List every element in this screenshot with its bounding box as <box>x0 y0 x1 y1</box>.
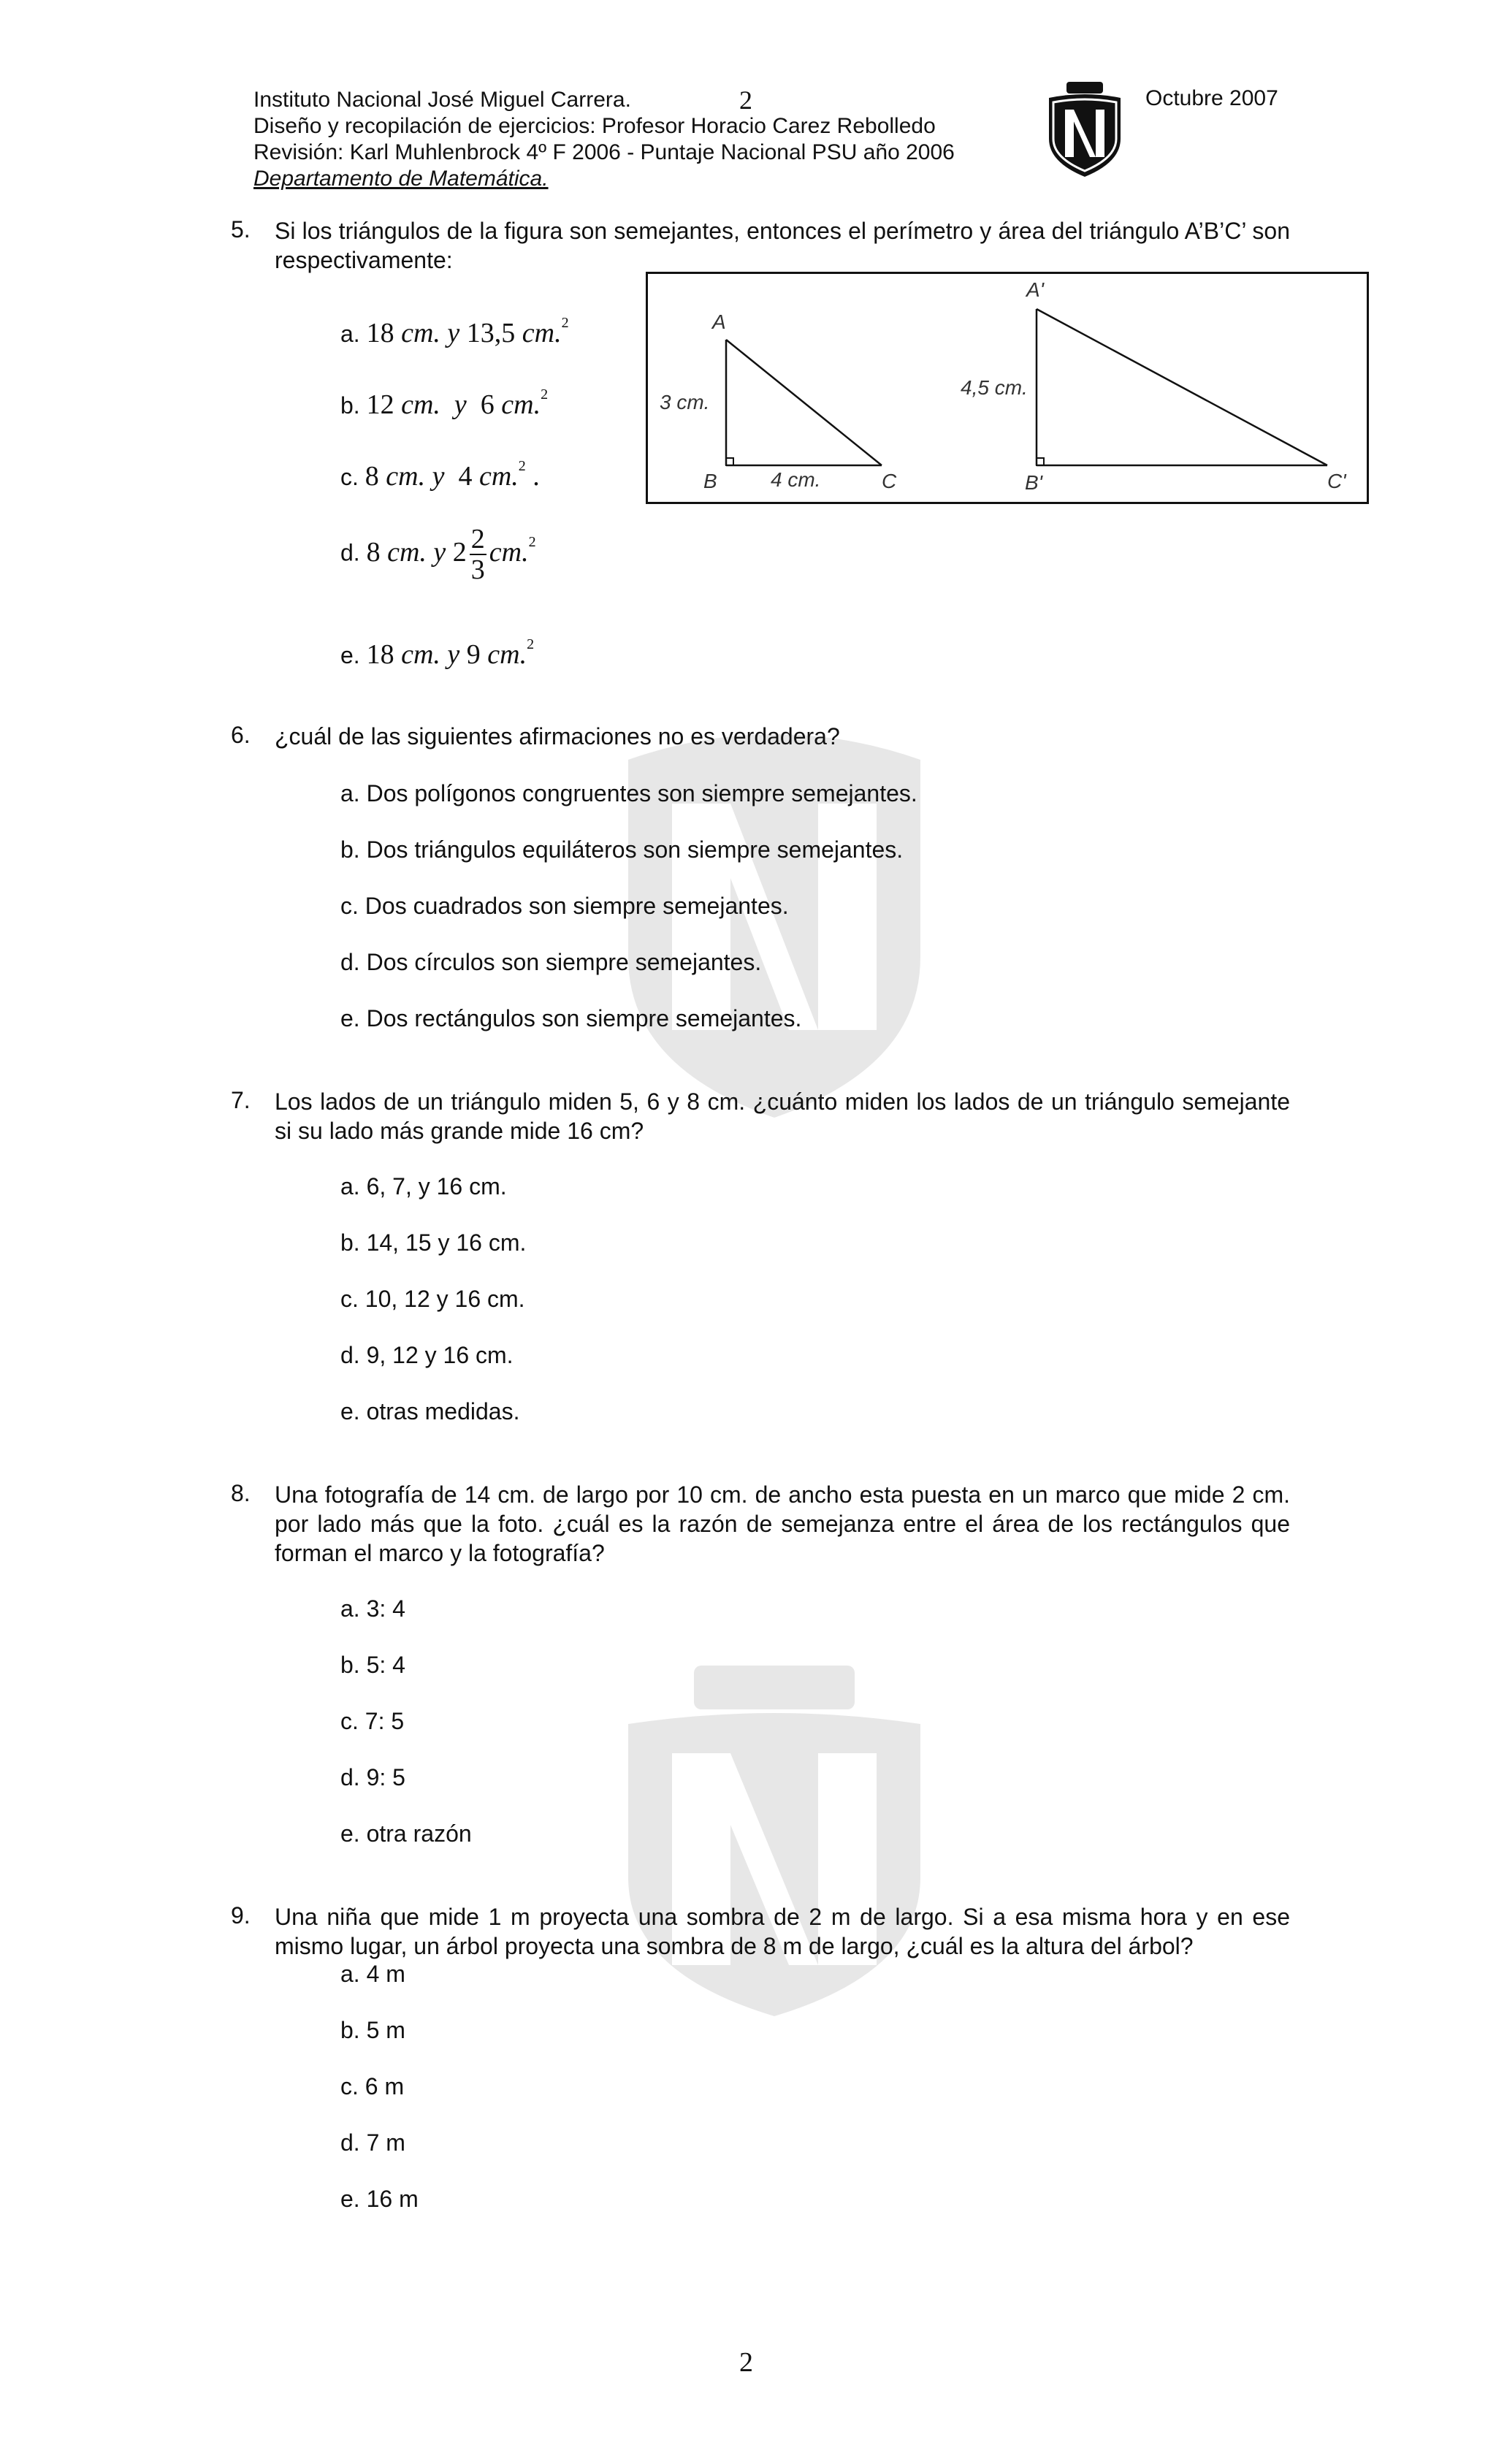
q6-text: ¿cuál de las siguientes afirmaciones no es verdadera? <box>275 723 840 750</box>
figure-label-B-prime: B' <box>1025 471 1043 494</box>
watermark-logo-upper <box>606 716 942 1125</box>
header-author: Diseño y recopilación de ejercicios: Profesor Horacio Carez Rebolledo <box>253 114 936 138</box>
q6-option-c: c. Dos cuadrados son siempre semejantes. <box>340 893 789 919</box>
q8-option-e: e. otra razón <box>340 1820 472 1847</box>
q9-option-a: a. 4 m <box>340 1961 405 1987</box>
header-department: Departamento de Matemática. <box>253 167 549 191</box>
q6-option-d: d. Dos círculos son siempre semejantes. <box>340 949 762 975</box>
figure-label-C: C <box>882 470 897 492</box>
header-institute: Instituto Nacional José Miguel Carrera. <box>253 88 631 112</box>
q9-option-c: c. 6 m <box>340 2073 405 2099</box>
q8-option-c: c. 7: 5 <box>340 1708 405 1734</box>
q7-text: Los lados de un triángulo miden 5, 6 y 8 cm. ¿cuánto miden los lados de un triángulo semejante si su lado más grande mide 16 cm? <box>275 1088 1290 1144</box>
q8-option-a: a. 3: 4 <box>340 1595 405 1622</box>
q5-number: 5. <box>231 216 251 243</box>
figure-label-B: B <box>703 470 717 492</box>
q9-option-b: b. 5 m <box>340 2017 405 2043</box>
q8-number: 8. <box>231 1480 251 1506</box>
q7-option-a: a. 6, 7, y 16 cm. <box>340 1173 507 1199</box>
q7-option-e: e. otras medidas. <box>340 1398 520 1424</box>
q5-option-e: e. 18 cm. y 9 cm.$^2$ <box>340 636 535 670</box>
q7-option-b: b. 14, 15 y 16 cm. <box>340 1229 527 1256</box>
q5-figure <box>646 272 1369 504</box>
watermark-logo-lower <box>606 1644 942 2024</box>
q7-option-d: d. 9, 12 y 16 cm. <box>340 1342 514 1368</box>
figure-label-4cm: 4 cm. <box>771 468 821 491</box>
footer-page-number: 2 <box>739 2347 753 2378</box>
q5-text: Si los triángulos de la figura son semejantes, entonces el perímetro y área del triángulo A’B’C’ son respectivamente: <box>275 218 1290 273</box>
q6-number: 6. <box>231 722 251 748</box>
q5-option-c: c. 8 cm. y 4 cm.$^2$ . <box>340 458 540 492</box>
q7-option-c: c. 10, 12 y 16 cm. <box>340 1286 525 1312</box>
q9-option-e: e. 16 m <box>340 2186 419 2212</box>
q8-option-b: b. 5: 4 <box>340 1652 405 1678</box>
q5-option-d: d. 8 cm. y 2 $\frac{2}{3}$ cm.$^2$ <box>340 524 536 585</box>
q9-number: 9. <box>231 1902 251 1929</box>
header-revision: Revisión: Karl Muhlenbrock 4º F 2006 - Puntaje Nacional PSU año 2006 <box>253 140 955 164</box>
school-logo <box>1045 80 1125 179</box>
q9-text: Una niña que mide 1 m proyecta una sombra de 2 m de largo. Si a esa misma hora y en ese mismo lugar, un árbol proyecta una sombra de 8 m de largo, ¿cuál es la altura del árbol? <box>275 1904 1290 1959</box>
q6-option-b: b. Dos triángulos equiláteros son siempre semejantes. <box>340 836 904 863</box>
q7-number: 7. <box>231 1087 251 1113</box>
q8-option-d: d. 9: 5 <box>340 1764 405 1790</box>
q5-option-a: a. 18 cm. y 13,5 cm.$^2$ <box>340 315 569 348</box>
header-page-number: 2 <box>739 85 752 115</box>
q6-option-e: e. Dos rectángulos son siempre semejantes. <box>340 1005 802 1031</box>
q8-text: Una fotografía de 14 cm. de largo por 10 cm. de ancho esta puesta en un marco que mide 2 cm. por lado más que la foto. ¿cuál es la razón de semejanza entre el área de los rectángulos que forman el marco y la fotografía? <box>275 1481 1290 1566</box>
figure-label-C-prime: C' <box>1327 470 1346 492</box>
figure-label-3cm: 3 cm. <box>660 391 710 413</box>
figure-label-A-prime: A' <box>1026 278 1045 301</box>
figure-label-A: A <box>712 310 726 333</box>
q9-option-d: d. 7 m <box>340 2129 405 2156</box>
header-date: Octubre 2007 <box>1145 86 1278 110</box>
q5-option-b: b. 12 cm. y 6 cm.$^2$ <box>340 386 549 420</box>
q6-option-a: a. Dos polígonos congruentes son siempre semejantes. <box>340 780 917 806</box>
figure-label-4-5cm: 4,5 cm. <box>961 376 1028 399</box>
